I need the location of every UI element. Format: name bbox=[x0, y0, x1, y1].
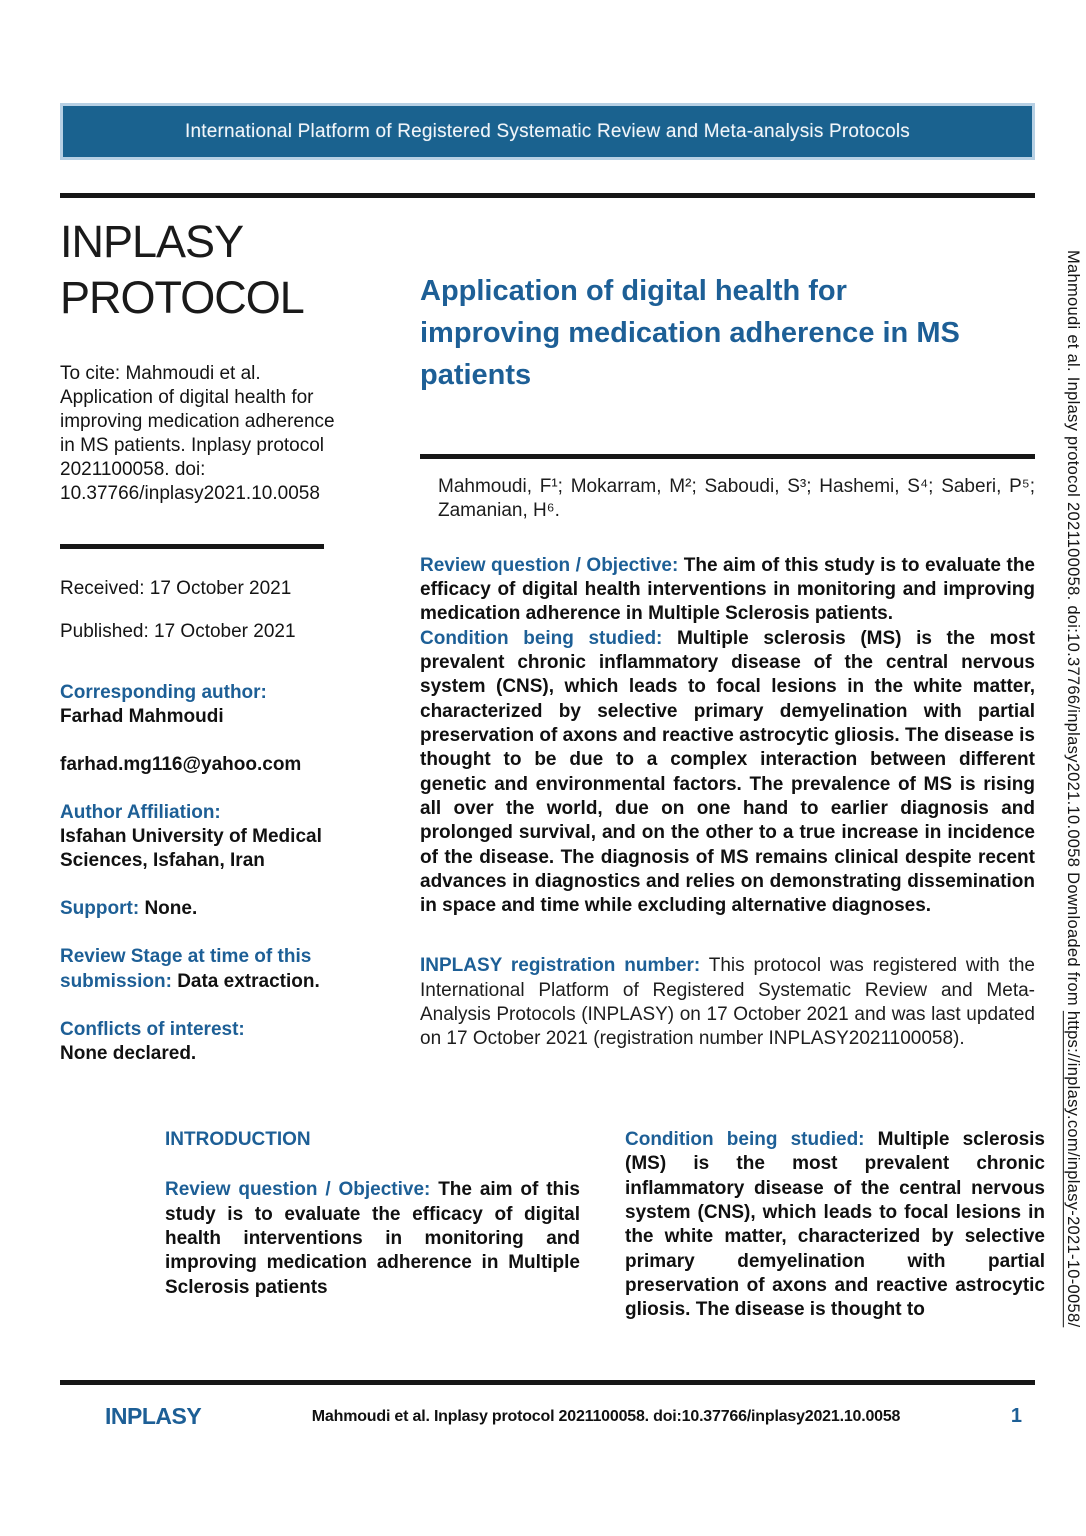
conflicts-field bbox=[60, 1018, 343, 1066]
review-question-label: Review question / Objective: bbox=[420, 554, 679, 576]
support-label: Support: bbox=[60, 898, 140, 920]
conflicts-label: Conflicts of interest: bbox=[60, 1018, 245, 1040]
intro-review-question-paragraph bbox=[165, 1178, 580, 1300]
affiliation-value: Isfahan University of Medical Sciences, Isfahan, Iran bbox=[60, 826, 322, 872]
masthead-title: INPLASY PROTOCOL bbox=[60, 216, 304, 323]
published-date: Published: 17 October 2021 bbox=[60, 621, 296, 643]
citation-block: To cite: Mahmoudi et al. Application of digital health for improving medication adherence in MS patients. Inplasy protocol 2021100058. doi: 10.37766/inplasy2021.10.0058 bbox=[60, 362, 335, 505]
page-footer bbox=[60, 1380, 1035, 1430]
sidebar-citation-text: Mahmoudi et al. Inplasy protocol 2021100058. doi:10.37766/inplasy2021.10.0058 Downloaded from bbox=[1064, 250, 1082, 1011]
review-stage-field bbox=[60, 945, 343, 993]
registration-text: This protocol was registered with the International Platform of Registered Systematic Review and Meta-Analysis Protocols (INPLASY) on 17 October 2021 and was last updated on 17 October 2021 (registration number INPLASY2021100058). bbox=[420, 955, 1035, 1050]
review-question-paragraph bbox=[420, 554, 1035, 627]
intro-condition-text: Multiple sclerosis (MS) is the most prevalent chronic inflammatory disease of the central nervous system (CNS), which leads to focal lesions in the white matter, characterized by selective primary demyelination with partial preservation of axons and reactive astrocytic gliosis. The disease is thought to bbox=[625, 1128, 1045, 1321]
metadata-column bbox=[60, 198, 345, 1066]
review-stage-value: Data extraction. bbox=[177, 970, 320, 992]
support-value: None. bbox=[144, 898, 198, 920]
main-content bbox=[60, 198, 1035, 1066]
abstract bbox=[420, 554, 1035, 1052]
received-date: Received: 17 October 2021 bbox=[60, 578, 292, 600]
sidebar-download-link[interactable]: https://inplasy.com/inplasy-2021-10-0058/ bbox=[1064, 1010, 1082, 1328]
corresponding-author-label: Corresponding author: bbox=[60, 681, 267, 703]
article-column bbox=[420, 198, 1035, 1052]
intro-condition-paragraph bbox=[625, 1128, 1045, 1323]
corresponding-author-email: farhad.mg116@yahoo.com bbox=[60, 753, 302, 775]
support-field bbox=[60, 897, 343, 921]
author-list: Mahmoudi, F¹; Mokarram, M²; Saboudi, S³; Hashemi, S⁴; Saberi, P⁵; Zamanian, H⁶. bbox=[438, 476, 1035, 522]
affiliation-field bbox=[60, 801, 343, 873]
platform-banner bbox=[60, 103, 1035, 160]
review-stage-label: Review Stage at time of this submission: bbox=[60, 946, 312, 992]
condition-text: Multiple sclerosis (MS) is the most prevalent chronic inflammatory disease of the central nervous system (CNS), which leads to focal lesions in the white matter, characterized by selective primary demyelination with partial preservation of axons and reactive astrocytic gliosis. The disease is thought to be due to a complex interaction between different genetic and environmental factors. The prevalence of MS is rising all over the world, due on one hand to earlier diagnosis and prolonged survival, and on the other to a true increase in incidence of the disease. The diagnosis of MS remains clinical despite recent advances in diagnostics and relies on demonstrating dissemination in space and time while excluding alternative diagnoses. bbox=[420, 627, 1035, 917]
introduction-section bbox=[165, 1128, 1045, 1323]
affiliation-label: Author Affiliation: bbox=[60, 801, 221, 823]
sidebar-citation bbox=[1063, 250, 1082, 1536]
intro-review-question-text: The aim of this study is to evaluate the efficacy of digital health interventions in monitoring and improving medication adherence in Multiple Sclerosis patients bbox=[165, 1179, 580, 1298]
title-divider bbox=[420, 454, 1035, 459]
left-divider bbox=[60, 544, 324, 549]
footer-row bbox=[105, 1403, 1030, 1430]
registration-paragraph bbox=[420, 954, 1035, 1051]
footer-citation: Mahmoudi et al. Inplasy protocol 2021100058. doi:10.37766/inplasy2021.10.0058 bbox=[311, 1407, 901, 1425]
introduction-left-column bbox=[165, 1128, 580, 1300]
page-number: 1 bbox=[1010, 1405, 1022, 1428]
intro-condition-label: Condition being studied: bbox=[625, 1128, 865, 1150]
introduction-heading: INTRODUCTION bbox=[165, 1128, 311, 1150]
conflicts-value: None declared. bbox=[60, 1042, 197, 1064]
platform-banner-text: International Platform of Registered Systematic Review and Meta-analysis Protocols bbox=[185, 120, 910, 142]
footer-logo: INPLASY bbox=[105, 1403, 202, 1430]
condition-paragraph bbox=[420, 627, 1035, 919]
introduction-right-column bbox=[625, 1128, 1045, 1323]
condition-label: Condition being studied: bbox=[420, 627, 663, 649]
article-title: Application of digital health for improving medication adherence in MS patients bbox=[420, 275, 960, 392]
intro-review-question-label: Review question / Objective: bbox=[165, 1179, 431, 1201]
review-question-text: The aim of this study is to evaluate the efficacy of digital health interventions in monitoring and improving medication adherence in Multiple Sclerosis patients. bbox=[420, 554, 1035, 625]
registration-label: INPLASY registration number: bbox=[420, 955, 701, 977]
corresponding-author-value: Farhad Mahmoudi bbox=[60, 705, 224, 727]
corresponding-author-field bbox=[60, 681, 343, 729]
footer-divider bbox=[60, 1380, 1035, 1385]
